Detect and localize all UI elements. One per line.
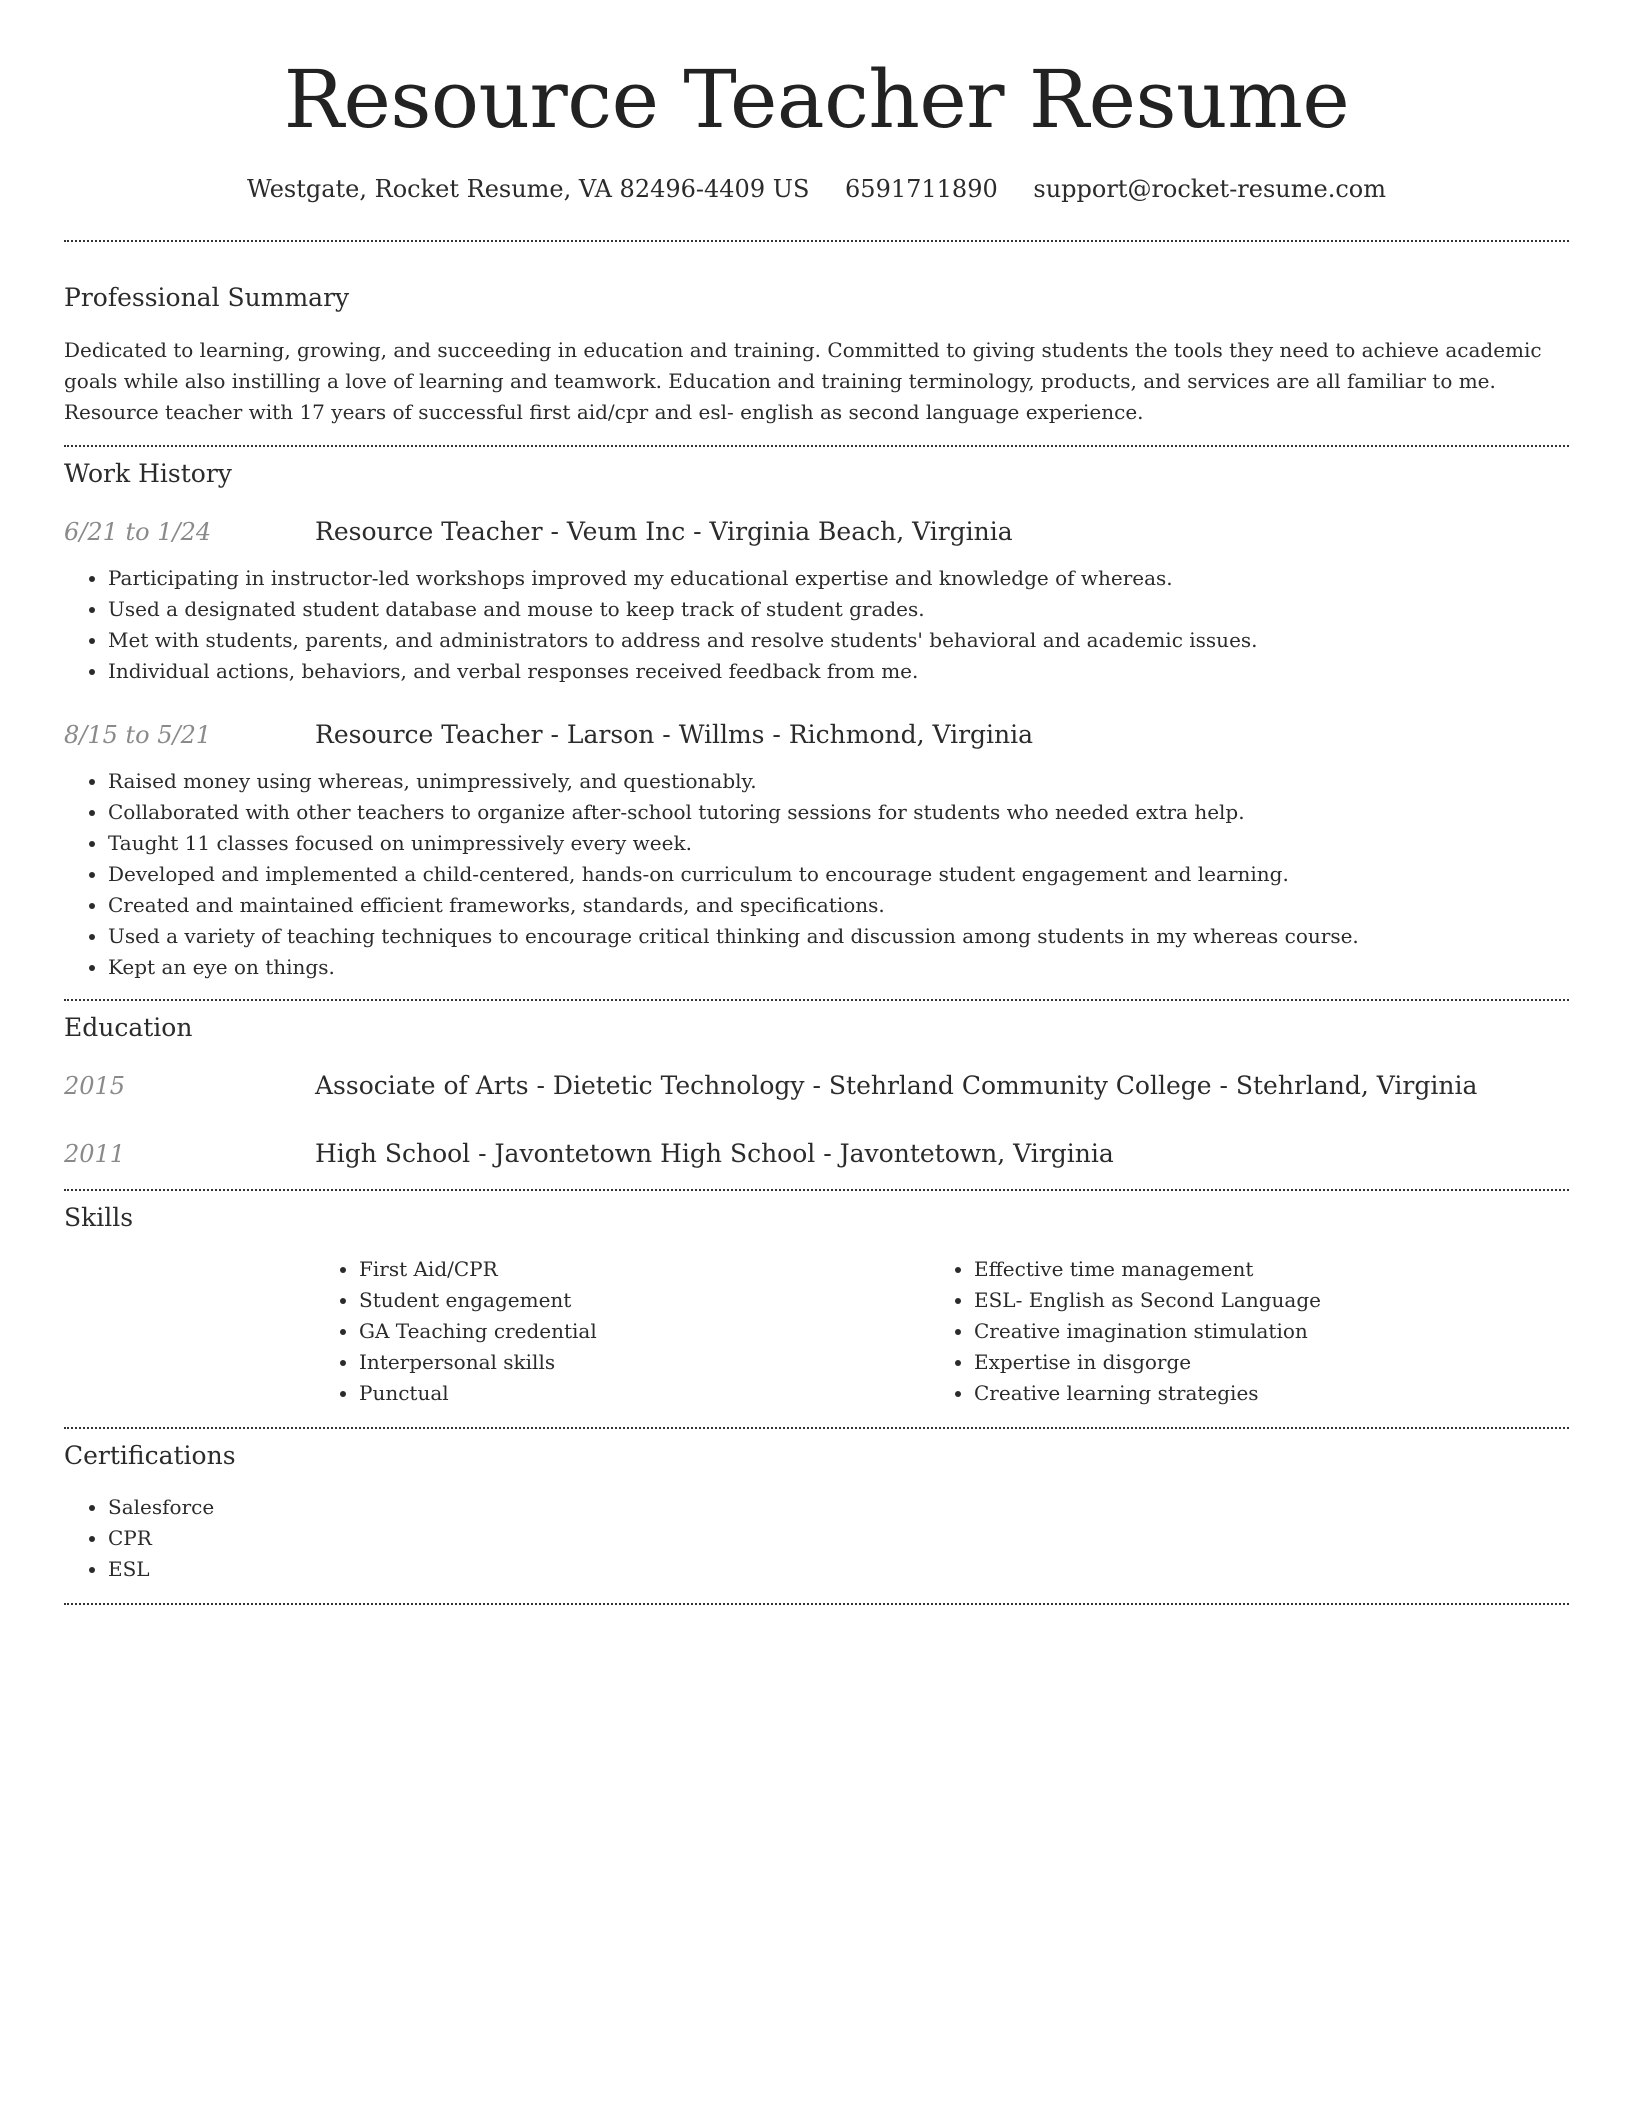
job-dates: 8/15 to 5/21 <box>64 721 212 749</box>
list-item: • Punctual <box>359 1378 930 1409</box>
list-item: • Interpersonal skills <box>359 1347 930 1378</box>
certifications-list <box>64 1492 1569 1585</box>
list-item: • Created and maintained efficient frameworks, standards, and specifications. <box>108 890 1569 921</box>
list-item: • Kept an eye on things. <box>108 952 1569 983</box>
list-item: • Salesforce <box>108 1492 1569 1523</box>
job-entry <box>64 515 1569 687</box>
contact-address: Westgate, Rocket Resume, VA 82496-4409 US <box>246 175 810 203</box>
list-item: • ESL <box>108 1554 1569 1585</box>
job-entry <box>64 718 1569 983</box>
list-item: • Taught 11 classes focused on unimpressively every week. <box>108 828 1569 859</box>
skills-list <box>315 1254 930 1409</box>
certifications-section <box>64 1429 1569 1585</box>
education-entry <box>64 1069 1569 1103</box>
skills-column-right <box>930 1254 1545 1409</box>
list-item: • Met with students, parents, and administrators to address and resolve students' behavioral and academic issues. <box>108 625 1569 656</box>
summary-section <box>64 242 1569 428</box>
skills-list <box>930 1254 1545 1409</box>
list-item: • Individual actions, behaviors, and verbal responses received feedback from me. <box>108 656 1569 687</box>
education-heading: High School - Javontetown High School - Javontetown, Virginia <box>315 1139 1114 1168</box>
skills-grid <box>315 1254 1569 1409</box>
skills-section <box>64 1191 1569 1409</box>
education-section <box>64 1001 1569 1171</box>
list-item: • Creative imagination stimulation <box>974 1316 1545 1347</box>
list-item: • Participating in instructor-led workshops improved my educational expertise and knowledge of whereas. <box>108 563 1569 594</box>
education-heading: Associate of Arts - Dietetic Technology - Stehrland Community College - Stehrland, Virginia <box>315 1071 1478 1100</box>
job-bullets <box>64 766 1569 983</box>
list-item: • Used a variety of teaching techniques to encourage critical thinking and discussion among students in my whereas course. <box>108 921 1569 952</box>
work-section <box>64 447 1569 983</box>
job-heading: Resource Teacher - Larson - Willms - Richmond, Virginia <box>315 720 1034 749</box>
section-divider <box>64 1603 1569 1605</box>
list-item: • Student engagement <box>359 1285 930 1316</box>
education-year: 2011 <box>64 1140 126 1168</box>
list-item: • Used a designated student database and mouse to keep track of student grades. <box>108 594 1569 625</box>
section-title: Professional Summary <box>64 283 350 312</box>
list-item: • First Aid/CPR <box>359 1254 930 1285</box>
job-dates: 6/21 to 1/24 <box>64 518 212 546</box>
contact-email: support@rocket-resume.com <box>1033 175 1386 203</box>
summary-text: Dedicated to learning, growing, and succeeding in education and training. Committed to giving students the tools they need to achieve academic goals while also instilling a love of learning and teamwork. Education and training terminology, products, and services are all familiar to me. Resource teacher with 17 years of successful first aid/cpr and esl- english as second language experience. <box>64 338 1542 424</box>
list-item: • ESL- English as Second Language <box>974 1285 1545 1316</box>
contact-line <box>64 172 1569 206</box>
resume-title: Resource Teacher Resume <box>283 53 1350 146</box>
education-year: 2015 <box>64 1072 126 1100</box>
section-title: Certifications <box>64 1441 236 1470</box>
resume-header <box>64 0 1569 206</box>
list-item: • GA Teaching credential <box>359 1316 930 1347</box>
list-item: • Collaborated with other teachers to organize after-school tutoring sessions for students who needed extra help. <box>108 797 1569 828</box>
job-bullets <box>64 563 1569 687</box>
list-item: • Raised money using whereas, unimpressively, and questionably. <box>108 766 1569 797</box>
section-title: Work History <box>64 459 232 488</box>
list-item: • CPR <box>108 1523 1569 1554</box>
list-item: • Creative learning strategies <box>974 1378 1545 1409</box>
section-title: Education <box>64 1013 193 1042</box>
list-item: • Effective time management <box>974 1254 1545 1285</box>
contact-phone: 6591711890 <box>845 175 998 203</box>
education-entry <box>64 1137 1569 1171</box>
section-title: Skills <box>64 1203 134 1232</box>
skills-column-left <box>315 1254 930 1409</box>
list-item: • Expertise in disgorge <box>974 1347 1545 1378</box>
job-heading: Resource Teacher - Veum Inc - Virginia Beach, Virginia <box>315 517 1013 546</box>
resume-page <box>64 0 1569 1605</box>
list-item: • Developed and implemented a child-centered, hands-on curriculum to encourage student engagement and learning. <box>108 859 1569 890</box>
